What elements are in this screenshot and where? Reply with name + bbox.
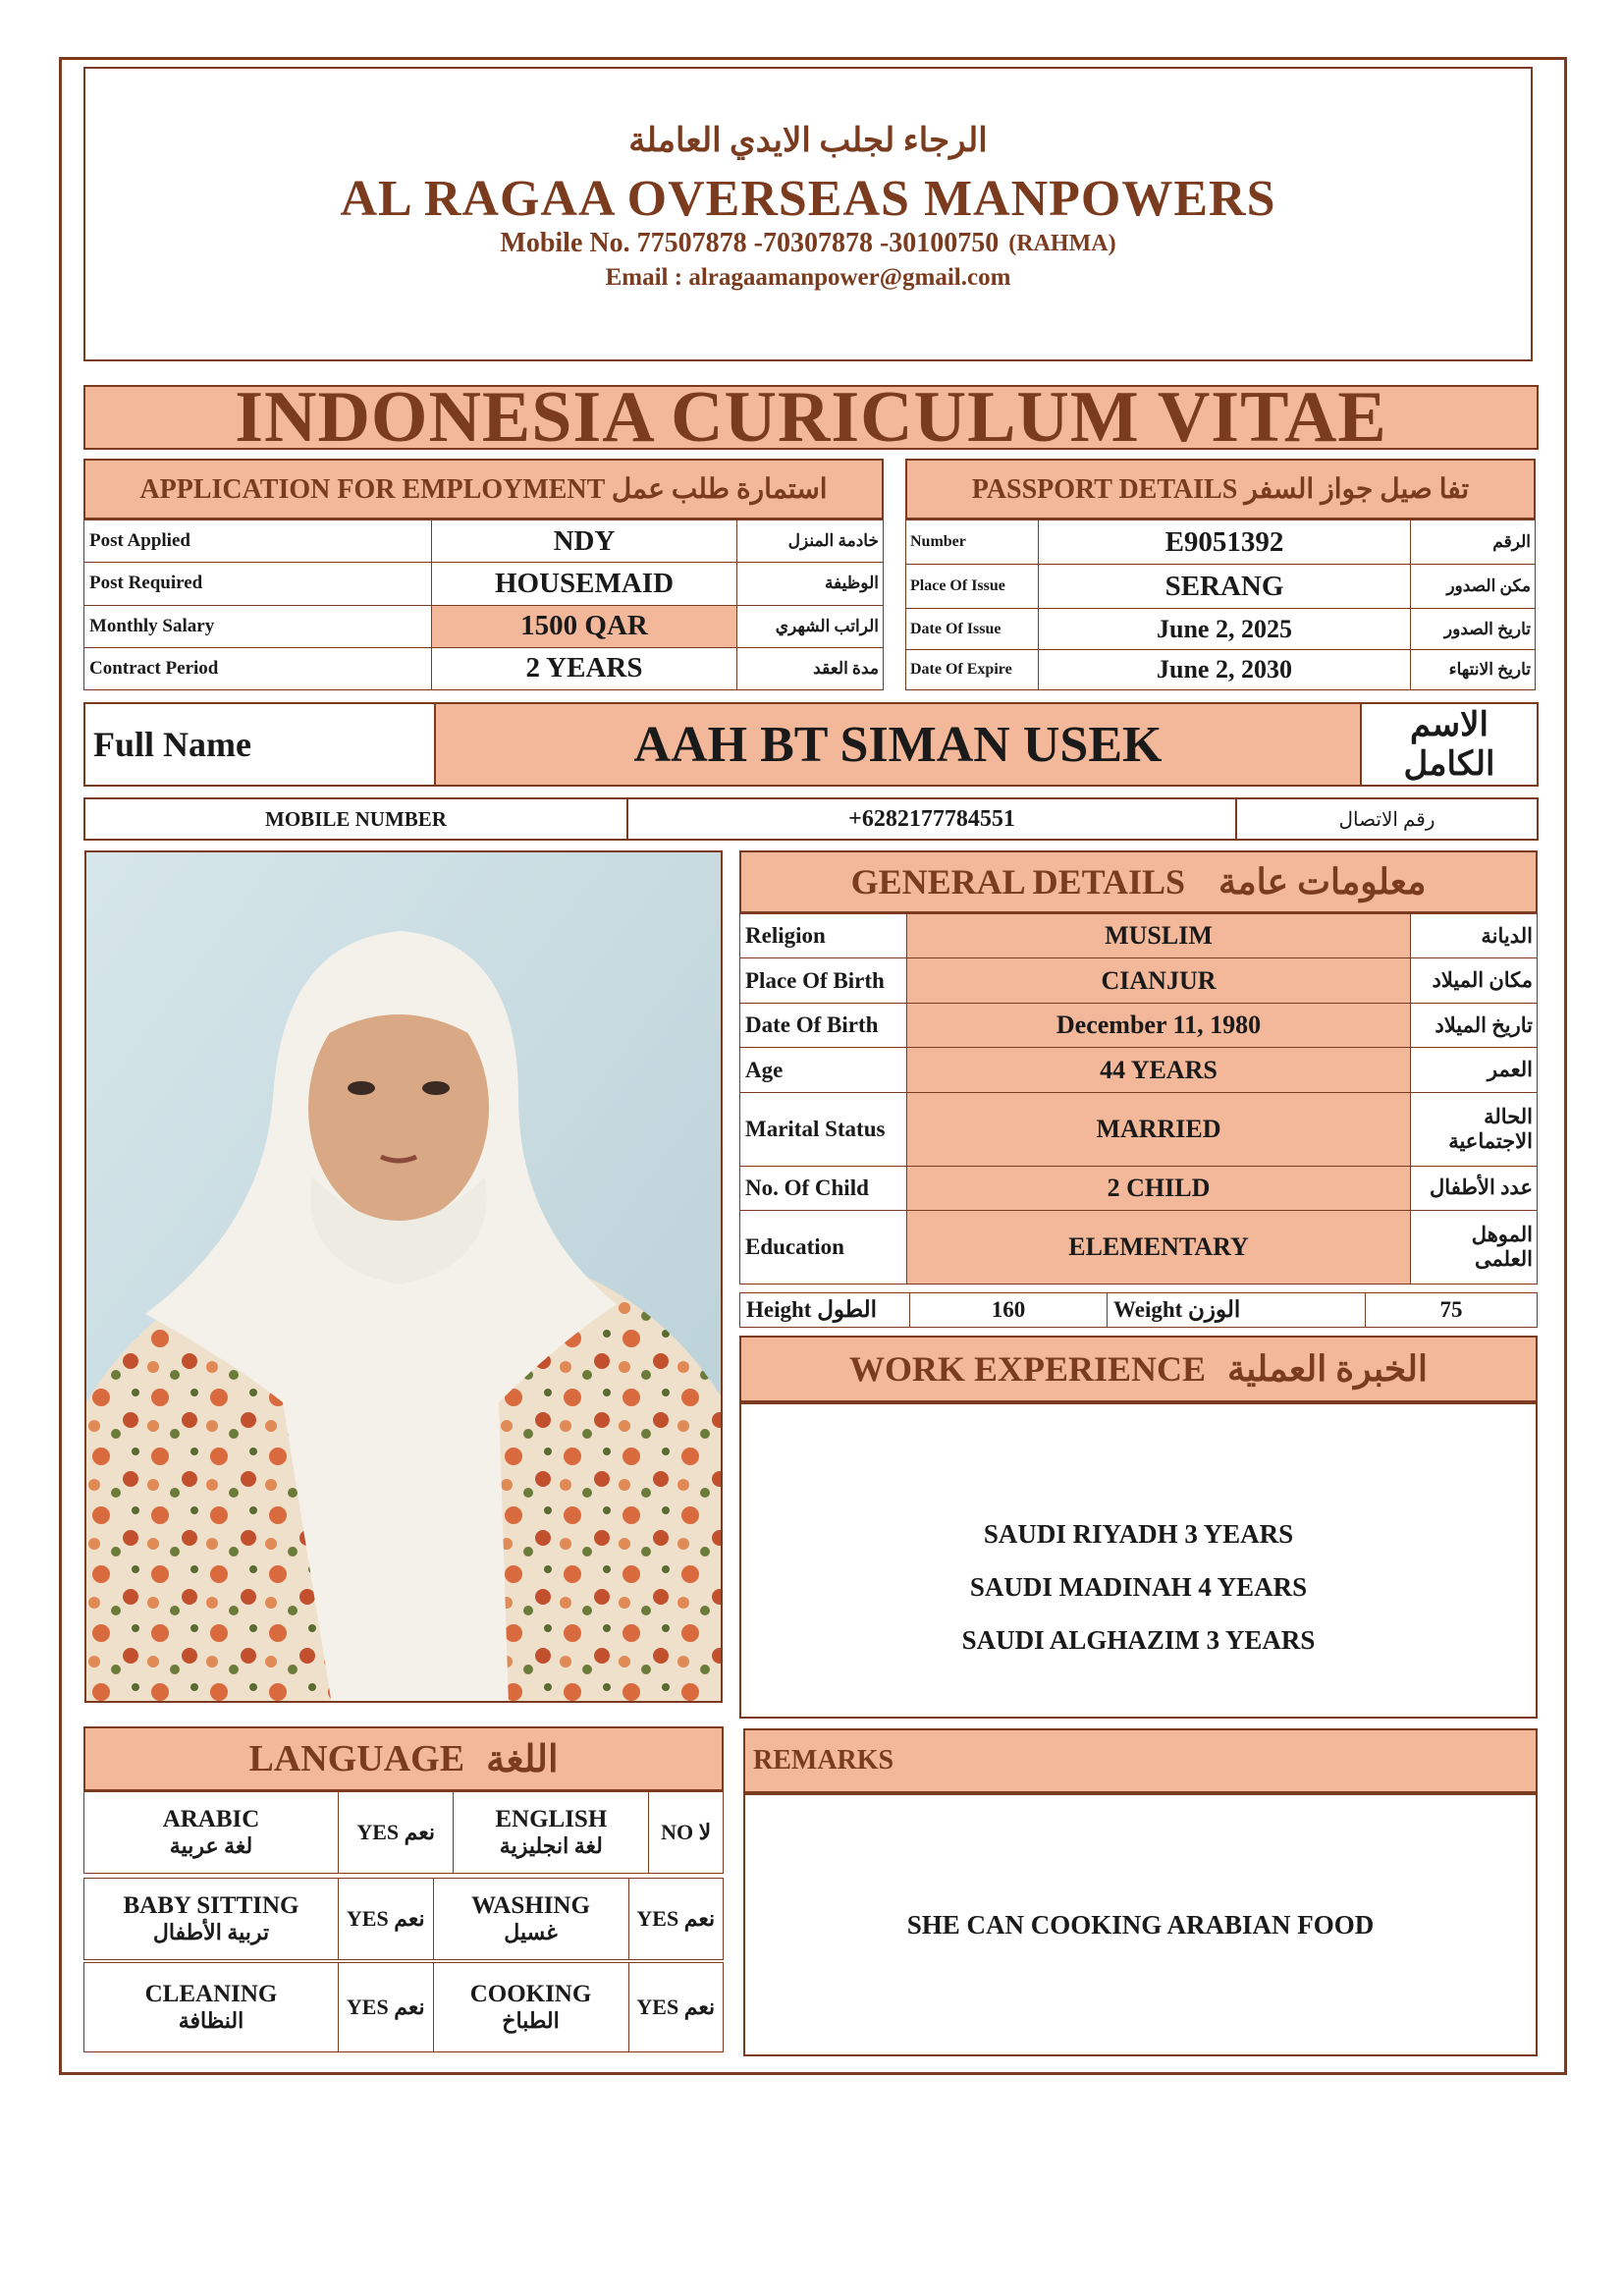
application-table bbox=[83, 519, 884, 690]
passport-table bbox=[905, 519, 1536, 690]
height-weight-table bbox=[739, 1292, 1538, 1328]
general-value: 2 CHILD bbox=[907, 1166, 1411, 1210]
work-experience-box bbox=[739, 1402, 1538, 1719]
passport-value: June 2, 2025 bbox=[1039, 609, 1411, 649]
application-label: Monthly Salary bbox=[84, 605, 432, 647]
application-arabic: الوظيفة bbox=[737, 563, 884, 605]
application-row bbox=[84, 563, 884, 605]
skill-value: YES نعم bbox=[339, 1879, 434, 1960]
skill-name-cell bbox=[84, 1792, 339, 1874]
work-item-1: SAUDI RIYADH 3 YEARS bbox=[983, 1518, 1294, 1549]
general-heading-ar: معلومات عامة bbox=[1218, 862, 1427, 902]
general-row bbox=[740, 1166, 1538, 1210]
general-arabic: العمر bbox=[1411, 1048, 1538, 1092]
passport-label: Place Of Issue bbox=[906, 565, 1039, 609]
full-name-value: AAH BT SIMAN USEK bbox=[434, 704, 1362, 785]
candidate-photo bbox=[84, 850, 723, 1703]
application-row bbox=[84, 647, 884, 689]
mobile-arabic: رقم الاتصال bbox=[1338, 808, 1435, 831]
general-label: Religion bbox=[740, 914, 907, 958]
general-label: Date Of Birth bbox=[740, 1003, 907, 1047]
passport-value: June 2, 2030 bbox=[1039, 649, 1411, 689]
application-arabic: مدة العقد bbox=[737, 647, 884, 689]
passport-value: E9051392 bbox=[1039, 520, 1411, 565]
skill-name-cell bbox=[454, 1792, 649, 1874]
full-name-label: Full Name bbox=[93, 725, 251, 764]
email-line: Email : alragaamanpower@gmail.com bbox=[605, 264, 1011, 291]
application-label: Post Applied bbox=[84, 520, 432, 563]
arabic-company-name: الرجاء لجلب الايدي العاملة bbox=[628, 123, 988, 159]
passport-arabic: الرقم bbox=[1411, 520, 1536, 565]
general-value: CIANJUR bbox=[907, 958, 1411, 1003]
general-value: MUSLIM bbox=[907, 914, 1411, 958]
skill-value: YES نعم bbox=[628, 1963, 724, 2052]
work-heading-ar: الخبرة العملية bbox=[1227, 1349, 1429, 1389]
passport-row bbox=[906, 565, 1536, 609]
application-heading: APPLICATION FOR EMPLOYMENT استمارة طلب عمل bbox=[83, 459, 884, 519]
application-row bbox=[84, 605, 884, 647]
general-row bbox=[740, 958, 1538, 1003]
passport-row bbox=[906, 609, 1536, 649]
weight-label: Weight الوزن bbox=[1108, 1293, 1366, 1328]
remarks-heading: REMARKS bbox=[743, 1728, 1538, 1793]
work-item-2: SAUDI MADINAH 4 YEARS bbox=[969, 1571, 1308, 1602]
general-label: Place Of Birth bbox=[740, 958, 907, 1003]
skill-name-cell bbox=[433, 1963, 628, 2052]
passport-arabic: تاريخ الانتهاء bbox=[1411, 649, 1536, 689]
general-arabic: الموهل العلمى bbox=[1411, 1211, 1538, 1285]
general-row bbox=[740, 1092, 1538, 1166]
general-arabic: عدد الأطفال bbox=[1411, 1166, 1538, 1210]
general-value: 44 YEARS bbox=[907, 1048, 1411, 1092]
height-label: Height الطول bbox=[740, 1293, 910, 1328]
general-label: Age bbox=[740, 1048, 907, 1092]
weight-value: 75 bbox=[1366, 1293, 1538, 1328]
skill-name-arabic: النظافة bbox=[178, 2008, 244, 2033]
skill-name-arabic: لغة انجليزية bbox=[499, 1833, 603, 1858]
general-heading-en: GENERAL DETAILS bbox=[850, 862, 1186, 902]
application-label: Post Required bbox=[84, 563, 432, 605]
language-row bbox=[83, 1791, 724, 1874]
general-label: Marital Status bbox=[740, 1092, 907, 1166]
general-arabic: الديانة bbox=[1411, 914, 1538, 958]
general-value: December 11, 1980 bbox=[907, 1003, 1411, 1047]
company-name: AL RAGAA OVERSEAS MANPOWERS bbox=[340, 170, 1276, 227]
remarks-text: SHE CAN COOKING ARABIAN FOOD bbox=[743, 1793, 1538, 2056]
passport-row bbox=[906, 649, 1536, 689]
skill-name: ARABIC bbox=[162, 1806, 260, 1832]
application-value: 1500 QAR bbox=[432, 605, 737, 647]
skill-name-cell bbox=[433, 1879, 628, 1960]
general-label: No. Of Child bbox=[740, 1166, 907, 1210]
general-row bbox=[740, 1048, 1538, 1092]
mobile-value: +6282177784551 bbox=[628, 799, 1237, 839]
general-value: ELEMENTARY bbox=[907, 1211, 1411, 1285]
skill-name-cell bbox=[84, 1879, 339, 1960]
skill-value: NO لا bbox=[649, 1792, 724, 1874]
general-label: Education bbox=[740, 1211, 907, 1285]
general-arabic: مكان الميلاد bbox=[1411, 958, 1538, 1003]
skill-name-arabic: الطباخ bbox=[502, 2008, 560, 2033]
mobile-row bbox=[83, 797, 1539, 841]
passport-arabic: مكن الصدور bbox=[1411, 565, 1536, 609]
skill-name: CLEANING bbox=[144, 1981, 278, 2007]
application-row bbox=[84, 520, 884, 563]
passport-label: Number bbox=[906, 520, 1039, 565]
passport-row bbox=[906, 520, 1536, 565]
mobile-numbers: Mobile No. 77507878 -70307878 -30100750 bbox=[500, 228, 1000, 258]
skill-value: YES نعم bbox=[339, 1792, 454, 1874]
general-row bbox=[740, 1211, 1538, 1285]
skill-name: COOKING bbox=[469, 1981, 592, 2007]
skill-name-cell bbox=[84, 1963, 339, 2052]
application-arabic: الراتب الشهري bbox=[737, 605, 884, 647]
skill-name-arabic: لغة عربية bbox=[169, 1833, 253, 1858]
skill-name: WASHING bbox=[471, 1892, 590, 1919]
general-arabic: تاريخ الميلاد bbox=[1411, 1003, 1538, 1047]
mobile-label: MOBILE NUMBER bbox=[85, 799, 628, 839]
skill-name: BABY SITTING bbox=[123, 1892, 299, 1919]
full-name-row bbox=[83, 702, 1539, 787]
general-heading bbox=[739, 850, 1538, 913]
skill-name-arabic: غسيل bbox=[504, 1920, 558, 1944]
mobile-contact: (RAHMA) bbox=[1008, 230, 1116, 256]
application-value: HOUSEMAID bbox=[432, 563, 737, 605]
passport-arabic: تاريخ الصدور bbox=[1411, 609, 1536, 649]
skill-name: ENGLISH bbox=[495, 1806, 608, 1832]
general-arabic: الحالة الاجتماعية bbox=[1411, 1092, 1538, 1166]
skill-value: YES نعم bbox=[628, 1879, 724, 1960]
language-heading-en: LANGUAGE bbox=[248, 1738, 465, 1779]
application-value: 2 YEARS bbox=[432, 647, 737, 689]
language-row bbox=[83, 1878, 724, 1960]
application-label: Contract Period bbox=[84, 647, 432, 689]
work-heading bbox=[739, 1336, 1538, 1402]
mobile-line bbox=[85, 226, 1531, 261]
general-table bbox=[739, 913, 1538, 1285]
skill-name-arabic: تربية الأطفال bbox=[152, 1920, 270, 1944]
work-heading-en: WORK EXPERIENCE bbox=[848, 1349, 1206, 1389]
application-arabic: خادمة المنزل bbox=[737, 520, 884, 563]
candidate-photo-illustration bbox=[86, 852, 723, 1703]
language-heading bbox=[83, 1726, 724, 1791]
passport-heading: PASSPORT DETAILS تفا صيل جواز السفر bbox=[905, 459, 1536, 519]
full-name-arabic: الاسم الكامل bbox=[1403, 707, 1495, 783]
application-value: NDY bbox=[432, 520, 737, 563]
general-value: MARRIED bbox=[907, 1092, 1411, 1166]
work-item-3: SAUDI ALGHAZIM 3 YEARS bbox=[961, 1624, 1316, 1655]
skill-value: YES نعم bbox=[339, 1963, 434, 2052]
passport-value: SERANG bbox=[1039, 565, 1411, 609]
language-row bbox=[83, 1962, 724, 2052]
document-title: INDONESIA CURICULUM VITAE bbox=[83, 385, 1539, 450]
language-heading-ar: اللغة bbox=[486, 1738, 559, 1780]
general-row bbox=[740, 1003, 1538, 1047]
general-row bbox=[740, 914, 1538, 958]
passport-label: Date Of Expire bbox=[906, 649, 1039, 689]
height-value: 160 bbox=[910, 1293, 1108, 1328]
passport-label: Date Of Issue bbox=[906, 609, 1039, 649]
header-box bbox=[83, 67, 1533, 361]
